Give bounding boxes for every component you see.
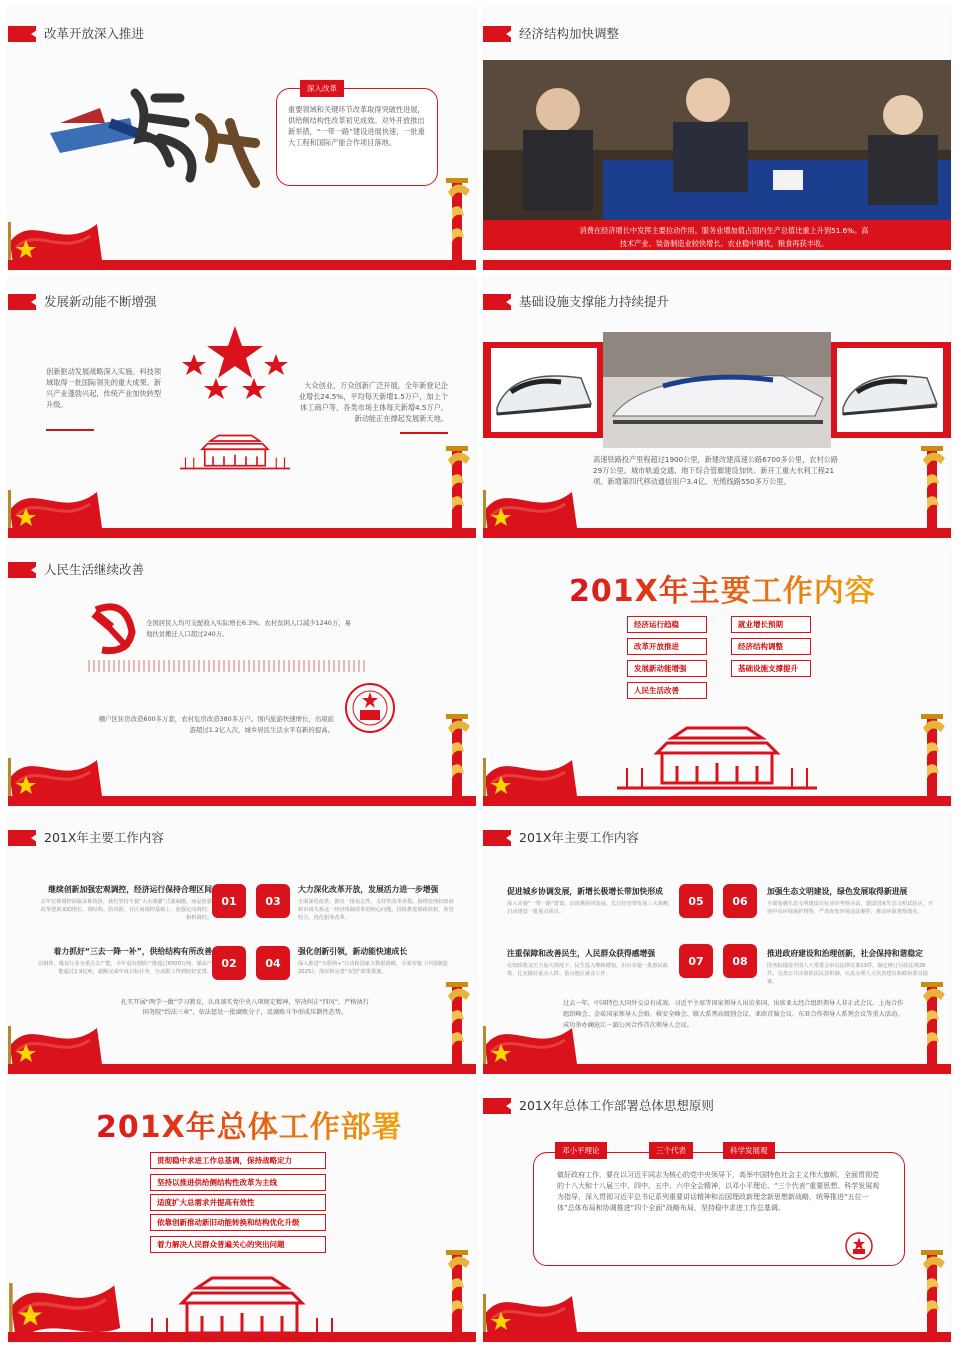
principles-text: 做好政府工作，要在以习近平同志为核心的党中央领导下，高举中国特色社会主义伟大旗帜，全面贯彻党的十八大和十八届三中、四中、五中、六中全会精神，以邓小平理论、“三个代表”重要思想、科学发展观为指导，深入贯彻习近平总书记系列重要讲话精神和治国理政新理念新思想新战略，统筹推进“五位一体”总体布局和协调推进“四个全面”战略布局，坚持稳中求进工作总基调。: [557, 1171, 880, 1212]
item-07-number: 07: [679, 944, 713, 978]
big-title: 201X年主要工作内容: [569, 566, 876, 610]
bottom-bar: [8, 1064, 476, 1074]
deploy-item-0: 贯彻稳中求进工作总基调，保持战略定力: [150, 1152, 326, 1169]
bottom-bar: [8, 1332, 476, 1342]
red-flag-icon: [8, 738, 112, 800]
red-flag-icon: [483, 1274, 587, 1336]
huabiao-pillar-icon: [901, 972, 951, 1068]
huabiao-pillar-icon: [426, 704, 476, 800]
slide-reform: [8, 8, 476, 270]
bottom-bar: [483, 528, 951, 538]
item-03-heading: 大力深化改革开放，发展活力进一步增强: [298, 885, 439, 894]
slide-main-work-1: [8, 812, 476, 1074]
item-06-heading: 加强生态文明建设，绿色发展取得新进展: [767, 887, 908, 896]
calligraphy-art: [40, 78, 270, 198]
header-mark: [483, 830, 511, 846]
header-mark: [8, 562, 36, 578]
tag-deng-theory: 邓小平理论: [555, 1142, 607, 1159]
tiananmen-outline-icon: [617, 698, 817, 793]
red-flag-icon: [8, 470, 112, 532]
bottom-bar: [483, 796, 951, 806]
item-05-text: 深入实施“一带一路”建设、京津冀协同发展、长江经济带发展三大战略，启动建设一批重点项目。: [507, 901, 674, 915]
item-04-text: 深入推进“互联网+”行动和国家大数据战略，全面实施《中国制造2025》，落实和完善“双创”政策措施。: [298, 961, 448, 975]
photo-caption: 消费在经济增长中发挥主要拉动作用。服务业增加值占国内生产总值比重上升到51.6%。高技术产业、装备制造业较快增长。农业稳中调优，粮食再获丰收。: [579, 226, 869, 248]
reform-text: 重要领域和关键环节改革取得突破性进展，供给侧结构性改革初见成效。对外开放推出新举措，“一带一路”建设进展快速，一批重大工程和国际产能合作项目落地。: [288, 105, 425, 147]
item-02-text: 以钢铁、煤炭行业为重点去产能，全年退出钢铁产能超过6500万吨、煤炭产能超过2.9亿吨，超额完成年度目标任务，分流职工得到较好安置。: [38, 961, 213, 975]
slide-economy-structure: [483, 8, 951, 270]
bottom-bar: [483, 260, 951, 270]
item-1: 就业增长预期: [731, 616, 811, 633]
item-4: 发展新动能增强: [627, 660, 707, 677]
slide-title: 人民生活继续改善: [44, 562, 145, 577]
item-02-number: 02: [212, 946, 246, 980]
red-flag-icon: [483, 470, 587, 532]
national-emblem-icon: [344, 682, 396, 734]
item-2: 改革开放推进: [627, 638, 707, 655]
slide-title: 基础设施支撑能力持续提升: [519, 294, 670, 309]
national-emblem-icon: [845, 1232, 873, 1260]
red-flag-icon: [8, 1256, 132, 1336]
huabiao-pillar-icon: [901, 1240, 951, 1336]
huabiao-pillar-icon: [901, 704, 951, 800]
bottom-bar: [483, 1332, 951, 1342]
item-04-number: 04: [256, 946, 290, 980]
slide-title: 发展新动能不断增强: [44, 294, 157, 309]
slide-guiding-principles: [483, 1080, 951, 1342]
item-03-text: 全面深化改革，推出一批标志性、支柱性改革举措。围绕处理好政府和市场关系这一经济体制改革的核心问题，持续推进简政放权、放管结合、优化服务改革。: [298, 899, 454, 921]
huabiao-pillar-icon: [901, 436, 951, 532]
slide-title: 改革开放深入推进: [44, 26, 145, 41]
item-6: 人民生活改善: [627, 682, 707, 699]
train-photo-left: [491, 348, 597, 432]
item-01-number: 01: [212, 884, 246, 918]
header-mark: [483, 1098, 511, 1114]
red-flag-icon: [8, 202, 112, 264]
item-3: 经济结构调整: [731, 638, 811, 655]
huabiao-pillar-icon: [426, 168, 476, 264]
item-07-heading: 注重保障和改善民生，人民群众获得感增强: [507, 949, 656, 958]
entrepreneurship-text: 大众创业、万众创新广泛开展，全年新登记企业增长24.5%，平均每天新增1.5万户，加上个体工商户等，各类市场主体每天新增4.5万户。新动能正在撑起发展新天地。: [298, 381, 448, 423]
deploy-item-2: 适度扩大总需求并提高有效性: [150, 1194, 326, 1211]
item-05-heading: 促进城乡协调发展，新增长极增长带加快形成: [507, 887, 663, 896]
item-08-heading: 推进政府建设和治理创新，社会保持和谐稳定: [767, 949, 923, 958]
hammer-sickle-icon: [82, 598, 142, 658]
item-01-text: 去年宏观调控面临多难抉择，我们坚持不搞“大水漫灌”式强刺激，而是依靠改革创新来稳增长、调结构、防风险，在区间调控基础上，加强定向调控、相机调控。: [40, 899, 212, 921]
slide-overall-deployment: [8, 1080, 476, 1342]
item-0: 经济运行趋稳: [627, 616, 707, 633]
footer-text: 过去一年，中国特色大国外交卓有成效。习近平主席等国家领导人出访多国，出席亚太经合组织领导人非正式会议、上海合作组织峰会、金砖国家领导人会晤、核安全峰会、联大系列高级别会议、亚欧首脑会议、东亚合作领导人系列会议等重大活动。成功举办澜沧江－湄公河合作首次领导人会议。: [563, 1000, 904, 1029]
slide-livelihood: [8, 544, 476, 806]
tiananmen-outline-icon: [142, 1248, 342, 1342]
train-photo-center: [603, 332, 831, 448]
footer-text: 扎实开展“两学一做”学习教育，认真落实党中央八项规定精神，坚决纠正“四风”，严格执行国务院“约法三章”，依法惩处一批腐败分子，反腐败斗争形成压倒性态势。: [121, 999, 369, 1016]
item-02-heading: 着力抓好“三去一降一补”，供给结构有所改善: [53, 947, 212, 956]
item-05-number: 05: [679, 884, 713, 918]
tag-three-represents: 三个代表: [649, 1142, 693, 1159]
item-06-text: 全面加强生态文明建设目标评价考核办法，建设国家生态文明试验区。开展中央环境保护督察，严肃查处环境违法案件，推动环保督察落实。: [767, 901, 934, 915]
item-5: 基础设施支撑提升: [731, 660, 811, 677]
slide-title: 201X年总体工作部署总体思想原则: [519, 1098, 714, 1113]
bottom-bar: [483, 1064, 951, 1074]
divider-left: [46, 429, 94, 431]
huabiao-pillar-icon: [426, 436, 476, 532]
item-03-number: 03: [256, 884, 290, 918]
income-text: 全国居民人均可支配收入实际增长6.3%。农村贫困人口减少1240万，易地扶贫搬迁人口超过240万。: [146, 619, 352, 638]
tag-scientific-development: 科学发展观: [723, 1142, 775, 1159]
star-emblem-icon: [180, 324, 290, 474]
item-07-text: 在财政收支压力加大情况下，民生投入继续增加，出台实施一批惠民政策，扎实做好重点人群、重点地区就业工作。: [507, 963, 668, 977]
item-08-text: 国务院提请全国人大常委会审议法律议案13件，制定修订行政法规26件。完善公共决策依法民意机制，认真办理人大代表建议和政协委员提案。: [767, 963, 928, 985]
divider-right: [400, 432, 448, 434]
header-mark: [483, 26, 511, 42]
item-04-heading: 强化创新引领，新动能快速成长: [298, 947, 408, 956]
tag-deep-reform: 深入改革: [300, 80, 344, 97]
item-08-number: 08: [723, 944, 757, 978]
bottom-bar: [8, 528, 476, 538]
header-mark: [8, 294, 36, 310]
slide-title: 201X年主要工作内容: [519, 830, 639, 845]
header-mark: [8, 830, 36, 846]
bottom-bar: [8, 796, 476, 806]
huabiao-pillar-icon: [426, 1240, 476, 1336]
deploy-item-3: 依靠创新推动新旧动能转换和结构优化升级: [150, 1214, 326, 1231]
bottom-bar: [8, 260, 476, 270]
slide-main-work: [483, 544, 951, 806]
meeting-photo: [483, 60, 951, 250]
slide-title: 经济结构加快调整: [519, 26, 620, 41]
slide-title: 201X年主要工作内容: [44, 830, 164, 845]
slide-new-drivers: [8, 276, 476, 538]
header-mark: [8, 26, 36, 42]
big-title: 201X年总体工作部署: [96, 1102, 403, 1146]
train-photo-right: [837, 348, 943, 432]
item-01-heading: 继续创新加强宏观调控，经济运行保持合理区间: [48, 885, 212, 894]
innovation-text: 创新驱动发展战略深入实施。科技领域取得一批国际领先的重大成果。新兴产业蓬勃兴起，传统产业加快转型升级。: [46, 367, 162, 409]
red-flag-icon: [8, 1006, 112, 1068]
housing-text: 棚户区住房改造600多万套，农村危房改造380多万户。国内旅游快速增长，出境旅游超过1.2亿人次，城乡居民生活水平有新的提高。: [98, 715, 334, 734]
dotted-band: [88, 660, 368, 672]
slide-main-work-2: [483, 812, 951, 1074]
slide-infrastructure: [483, 276, 951, 538]
infrastructure-text: 高速铁路投产里程超过1900公里，新建改建高速公路6700多公里，农村公路29万公里。城市轨道交通、地下综合管廊建设加快。新开工重大水利工程21项。新增第四代移动通信用户3.4亿、光缆线路550多万公里。: [593, 455, 839, 486]
huabiao-pillar-icon: [426, 972, 476, 1068]
item-06-number: 06: [723, 884, 757, 918]
header-mark: [483, 294, 511, 310]
deploy-item-1: 坚持以推进供给侧结构性改革为主线: [150, 1174, 326, 1191]
red-flag-icon: [483, 1006, 587, 1068]
deploy-item-4: 着力解决人民群众普遍关心的突出问题: [150, 1236, 326, 1253]
red-flag-icon: [483, 738, 587, 800]
